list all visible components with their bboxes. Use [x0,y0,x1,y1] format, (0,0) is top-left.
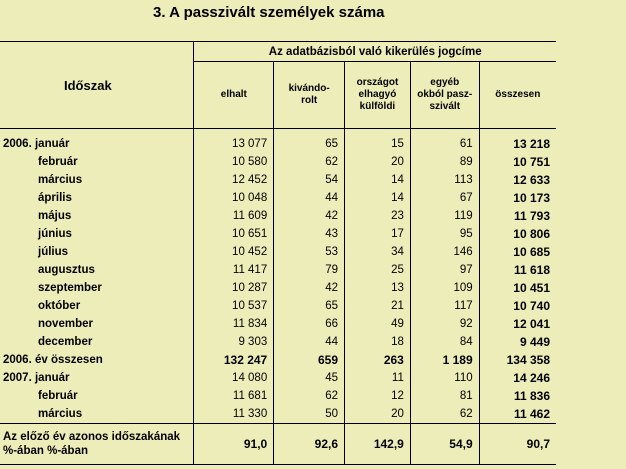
row-label: 2006. év összesen [0,351,194,369]
table-row [0,207,556,225]
table-cell: 11 834 [194,315,274,333]
column-header: elhalt [194,62,274,129]
table-cell: 10 685 [513,245,550,259]
column-header: kivándo- rolt [274,62,345,129]
table-cell: 43 [274,225,345,243]
group-header: Az adatbázisból való kikerülés jogcíme [194,42,556,62]
table-cell: 84 [410,333,479,351]
table-cell: 1 189 [410,351,479,369]
table-cell: 53 [274,243,345,261]
table-cell: 23 [345,207,411,225]
table-cell: 9 449 [519,335,550,349]
table-cell: 49 [345,315,411,333]
table-cell: 11 836 [513,389,550,403]
table-cell: 34 [345,243,411,261]
table-cell: 12 041 [513,317,550,331]
table-cell: 10 451 [513,281,550,295]
table-row [0,243,556,261]
table-cell: 25 [345,261,411,279]
table-row [0,405,556,424]
table-cell: 10 173 [513,191,550,205]
table-cell: 10 287 [194,279,274,297]
table-cell: 18 [345,333,411,351]
row-label: május [0,207,194,225]
table-cell: 12 [345,387,411,405]
row-label: 2007. január [0,369,194,387]
table-cell: 42 [274,279,345,297]
table-cell: 14 246 [513,371,550,385]
table-cell: 132 247 [194,351,274,369]
row-label: december [0,333,194,351]
table-cell: 81 [410,387,479,405]
table-cell: 110 [410,369,479,387]
comparison-cell: 90,7 [479,424,556,465]
table-cell: 15 [345,135,411,153]
table-cell: 44 [274,189,345,207]
table-cell: 659 [274,351,345,369]
table-cell: 65 [274,135,345,153]
table-cell: 89 [410,153,479,171]
table-cell: 119 [410,207,479,225]
table-cell: 62 [274,387,345,405]
table-cell: 12 452 [194,171,274,189]
table-cell: 62 [274,153,345,171]
table-cell: 17 [345,225,411,243]
table-cell: 12 633 [513,173,550,187]
row-label: február [0,153,194,171]
table-cell: 92 [410,315,479,333]
comparison-cell: 142,9 [345,424,411,465]
table-cell: 11 [345,369,411,387]
table-cell: 146 [410,243,479,261]
table-cell: 109 [410,279,479,297]
statistics-table [0,41,556,465]
table-row [0,171,556,189]
table-cell: 42 [274,207,345,225]
row-label: február [0,387,194,405]
table-row [0,369,556,387]
table-cell: 95 [410,225,479,243]
table-row [0,279,556,297]
table-cell: 11 330 [194,405,274,424]
row-label: augusztus [0,261,194,279]
table-cell: 10 651 [194,225,274,243]
table-cell: 10 048 [194,189,274,207]
table-cell: 21 [345,297,411,315]
table-cell: 13 077 [194,135,274,153]
row-label: október [0,297,194,315]
table-cell: 10 452 [194,243,274,261]
table-cell: 13 [345,279,411,297]
table-cell: 117 [410,297,479,315]
table-cell: 61 [410,135,479,153]
table-cell: 10 580 [194,153,274,171]
table-row [0,225,556,243]
table-cell: 44 [274,333,345,351]
table-cell: 11 609 [194,207,274,225]
table-cell: 10 751 [513,155,550,169]
row-label: november [0,315,194,333]
comparison-cell: 92,6 [274,424,345,465]
table-cell: 263 [345,351,411,369]
column-header: összesen [479,62,556,129]
table-cell: 11 681 [194,387,274,405]
comparison-cell: 54,9 [410,424,479,465]
table-cell: 113 [410,171,479,189]
row-label: szeptember [0,279,194,297]
table-cell: 45 [274,369,345,387]
table-row [0,297,556,315]
table-cell: 10 806 [513,227,550,241]
table-cell: 97 [410,261,479,279]
table-cell: 11 618 [513,263,550,277]
table-cell: 20 [345,153,411,171]
row-label: április [0,189,194,207]
table-row [0,351,556,369]
table-cell: 10 537 [194,297,274,315]
comparison-row [0,424,556,465]
table-cell: 65 [274,297,345,315]
table-cell: 134 358 [506,353,550,367]
row-label: 2006. január [0,135,194,153]
table-cell: 20 [345,405,411,424]
table-cell: 79 [274,261,345,279]
column-header: egyéb okból pasz- szivált [410,62,479,129]
table-row [0,387,556,405]
table-body [0,129,556,465]
table-cell: 54 [274,171,345,189]
table-cell: 62 [410,405,479,424]
period-header: Időszak [0,42,194,129]
row-label: március [0,405,194,424]
table-row [0,153,556,171]
table-cell: 11 417 [194,261,274,279]
table-row [0,333,556,351]
table-cell: 9 303 [194,333,274,351]
row-label: március [0,171,194,189]
table-row [0,315,556,333]
table-cell: 11 462 [513,407,550,421]
table-cell: 14 [345,171,411,189]
row-label: július [0,243,194,261]
page-title-text: 3. A passzivált személyek száma [153,4,385,21]
table-cell: 14 [345,189,411,207]
table-row [0,189,556,207]
table-row [0,261,556,279]
table-cell: 11 793 [513,209,550,223]
table-cell: 10 740 [513,299,550,313]
table-cell: 66 [274,315,345,333]
table-cell: 67 [410,189,479,207]
comparison-label: Az előző év azonos időszakának %-ában %-ában [0,424,194,465]
row-label: június [0,225,194,243]
table-cell: 14 080 [194,369,274,387]
comparison-cell: 91,0 [194,424,274,465]
table-cell: 13 218 [513,137,550,151]
column-header: országot elhagyó külföldi [345,62,411,129]
table-cell: 50 [274,405,345,424]
table-row [0,135,556,153]
